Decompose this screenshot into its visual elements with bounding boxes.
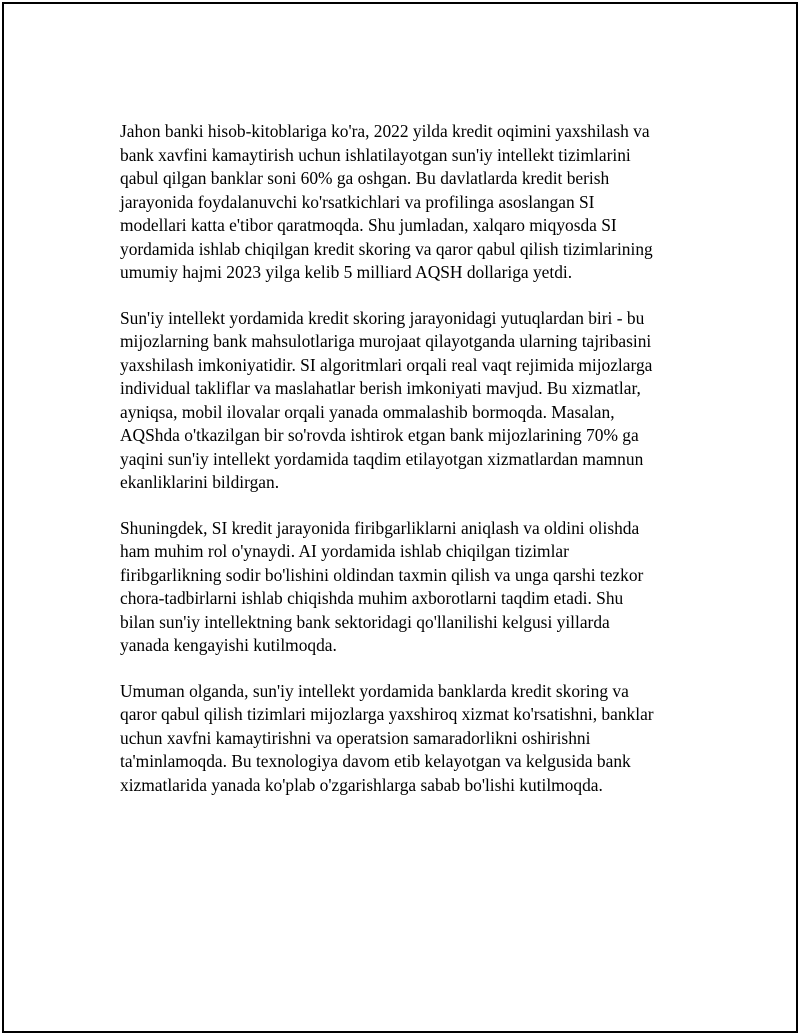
text-line: qabul qilgan banklar soni 60% ga oshgan. Bu davlatlarda kredit berish <box>120 168 610 188</box>
text-line: jarayonida foydalanuvchi ko'rsatkichlari va profilinga asoslangan SI <box>120 191 595 212</box>
paragraph-3 <box>120 517 690 658</box>
paragraph-1 <box>120 120 690 285</box>
text-line: ekanliklarini bildirgan. <box>120 472 280 492</box>
document-body <box>120 120 690 819</box>
text-line: ham muhim rol o'ynaydi. AI yordamida ishlab chiqilgan tizimlar <box>120 541 569 561</box>
text-line: yaxshilash imkoniyatidir. SI algoritmlari orqali real vaqt rejimida mijozlarga <box>120 354 653 375</box>
text-line: Umuman olganda, sun'iy intellekt yordamida banklarda kredit skoring va <box>120 680 629 701</box>
text-line: umumiy hajmi 2023 yilga kelib 5 milliard AQSH dollariga yetdi. <box>120 262 573 282</box>
text-line: individual takliflar va maslahatlar berish imkoniyati mavjud. Bu xizmatlar, <box>120 378 641 398</box>
text-line: Shuningdek, SI kredit jarayonida firibgarliklarni aniqlash va oldini olishda <box>120 517 640 538</box>
text-line: ta'minlamoqda. Bu texnologiya davom etib kelayotgan va kelgusida bank <box>120 751 631 771</box>
text-line: modellari katta e'tibor qaratmoqda. Shu jumladan, xalqaro miqyosda SI <box>120 215 617 235</box>
text-line: chora-tadbirlarni ishlab chiqishda muhim axborotlarni taqdim etadi. Shu <box>120 588 624 608</box>
document-page <box>2 2 798 1033</box>
text-line: bilan sun'iy intellektning bank sektoridagi qo'llanilishi kelgusi yillarda <box>120 611 610 632</box>
text-line: Jahon banki hisob-kitoblariga ko'ra, 2022 yilda kredit oqimini yaxshilash va <box>120 121 650 141</box>
text-line: Sun'iy intellekt yordamida kredit skoring jarayonidagi yutuqlardan biri - bu <box>120 307 645 328</box>
text-line: yaqini sun'iy intellekt yordamida taqdim etilayotgan xizmatlardan mamnun <box>120 448 644 469</box>
text-line: xizmatlarida yanada ko'plab o'zgarishlarga sabab bo'lishi kutilmoqda. <box>120 774 603 795</box>
text-line: AQShda o'tkazilgan bir so'rovda ishtirok etgan bank mijozlarining 70% ga <box>120 425 639 445</box>
text-line: uchun xavfni kamaytirishni va operatsion samaradorlikni oshirishni <box>120 727 591 748</box>
text-line: yanada kengayishi kutilmoqda. <box>120 635 337 655</box>
text-line: bank xavfini kamaytirish uchun ishlatilayotgan sun'iy intellekt tizimlarini <box>120 144 631 165</box>
text-line: ayniqsa, mobil ilovalar orqali yanada ommalashib bormoqda. Masalan, <box>120 401 615 422</box>
text-line: mijozlarning bank mahsulotlariga murojaat qilayotganda ularning tajribasini <box>120 331 652 351</box>
paragraph-2 <box>120 307 690 495</box>
text-line: qaror qabul qilish tizimlari mijozlarga yaxshiroq xizmat ko'rsatishni, banklar <box>120 704 654 724</box>
text-line: yordamida ishlab chiqilgan kredit skoring va qaror qabul qilish tizimlarining <box>120 238 653 259</box>
text-line: firibgarlikning sodir bo'lishini oldindan taxmin qilish va unga qarshi tezkor <box>120 564 644 585</box>
paragraph-4 <box>120 680 690 798</box>
